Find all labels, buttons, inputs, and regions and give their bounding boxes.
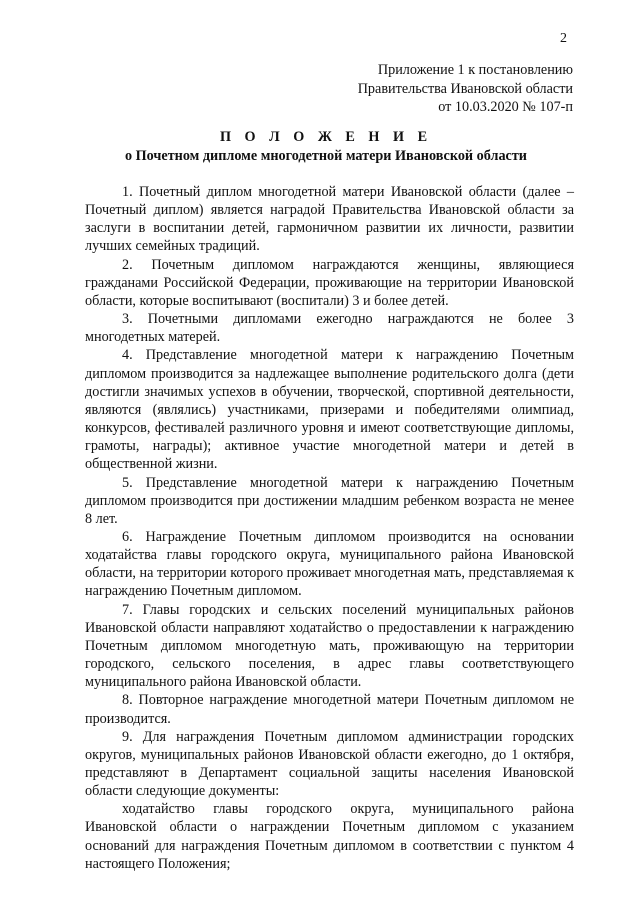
paragraph: 3. Почетными дипломами ежегодно награждаются не более 3 многодетных матерей. (85, 311, 574, 346)
paragraph: 9. Для награждения Почетным дипломом администрации городских округов, муниципальных районов Ивановской области ежегодно, до 1 октября, представляют в Департамент социальной защиты населения Ивановской области следующие документы: (85, 728, 574, 800)
appendix-line: от 10.03.2020 № 107-п (438, 99, 573, 116)
paragraph: ходатайство главы городского округа, муниципального района Ивановской области о награждении Почетным дипломом с указанием оснований для награждения Почетным дипломом в соответствии с пунктом 4 настоящего Положения; (85, 801, 574, 872)
page-number: 2 (560, 31, 567, 46)
paragraph: 8. Повторное награждение многодетной матери Почетным дипломом не производится. (85, 692, 574, 727)
paragraph: 2. Почетным дипломом награждаются женщины, являющиеся гражданами Российской Федерации, проживающие на территории Ивановской области, которые воспитывают (воспитали) 3 и более детей. (85, 256, 574, 309)
appendix-note (358, 61, 573, 117)
paragraph: 7. Главы городских и сельских поселений муниципальных районов Ивановской области направляют ходатайство о предоставлении к награждению Почетным дипломом многодетную мать, проживающую на территории городского, сельского поселения, в адрес главы соответствующего муниципального района Ивановской области. (85, 601, 574, 691)
appendix-line: Приложение 1 к постановлению (377, 62, 573, 78)
title-subheading: о Почетном дипломе многодетной матери Ивановской области (125, 148, 527, 164)
paragraph: 5. Представление многодетной матери к награждению Почетным дипломом производится при достижении младшим ребенком возраста не менее 8 лет. (85, 474, 574, 527)
title-heading: П О Л О Ж Е Н И Е (219, 129, 433, 145)
document-body (85, 183, 574, 873)
paragraph: 4. Представление многодетной матери к награждению Почетным дипломом производится за надлежащее выполнение родительского долга (дети достигли значимых успехов в обучении, творческой, спортивной деятельности, являются (являлись) участниками, призерами и победителями олимпиад, конкурсов, фестивалей различного уровня и имеют соответствующие дипломы, грамоты, награды); активное участие многодетной матери и детей в общественной жизни. (85, 347, 574, 473)
paragraph: 6. Награждение Почетным дипломом производится на основании ходатайства главы городского округа, муниципального района Ивановской области, на территории которого проживает многодетная мать, представляемая к награждению Почетным дипломом. (85, 528, 574, 600)
paragraph: 1. Почетный диплом многодетной матери Ивановской области (далее – Почетный диплом) является наградой Правительства Ивановской области за заслуги в воспитании детей, гармоничном развитии их личности, развитии лучших семейных традиций. (85, 184, 574, 255)
document-title (78, 128, 574, 166)
appendix-line: Правительства Ивановской области (357, 80, 573, 97)
